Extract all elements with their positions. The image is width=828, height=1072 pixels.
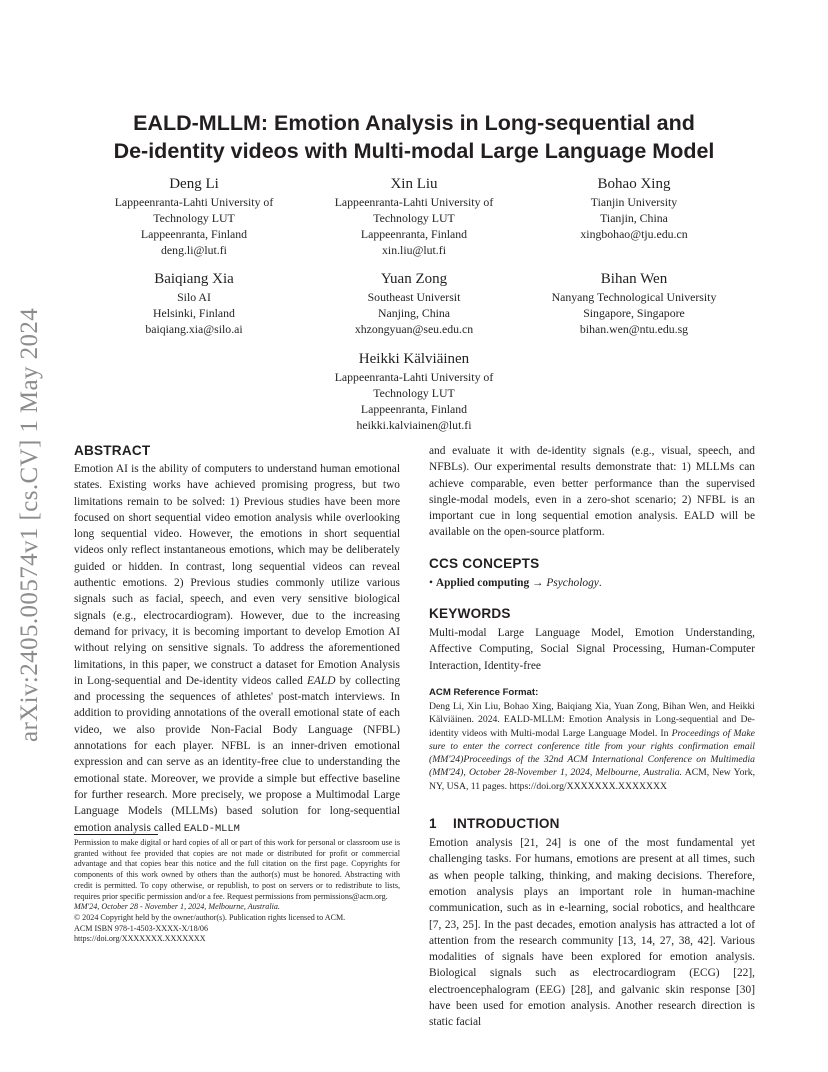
ccs-concepts-text: • Applied computing → Psychology.: [429, 576, 602, 589]
abstract-section: [74, 442, 400, 837]
author-name: Xin Liu: [390, 176, 438, 192]
author-email: xin.liu@lut.fi: [382, 243, 446, 257]
author-email: bihan.wen@ntu.edu.sg: [579, 322, 689, 336]
ccs-psychology: Psychology: [546, 576, 599, 589]
author-affiliation: Tianjin, China: [600, 211, 668, 225]
author-block: [304, 270, 524, 337]
author-email: baiqiang.xia@silo.ai: [145, 322, 243, 336]
ccs-applied-computing: Applied computing: [435, 576, 530, 589]
copyright-line: © 2024 Copyright held by the owner/author(s). Publication rights licensed to ACM.: [74, 912, 346, 922]
author-affiliation: Nanjing, China: [377, 306, 451, 320]
author-affiliation: Technology LUT: [373, 211, 455, 225]
author-affiliation: Lappeenranta, Finland: [360, 402, 468, 416]
introduction-text: Emotion analysis [21, 24] is one of the most fundamental yet challenging tasks. For humans, emotions are present at all times, such as when people talking, thinking, and making decisions. Therefore, emotion analysis plays an important role in human-machine communication, such as in e-learning, social robotics, and healthcare [7, 23, 25]. In the past decades, emotion analysis has attracted a lot of attention from the research community [13, 14, 27, 38, 42]. Various modalities of signals have been explored for emotion analysis. Biological signals such as electrocardiogram (ECG) [22], electroencephalogram (EEG) [28], and galvanic skin response [30] have been used for emotion analysis. Another research direction is static facial: [429, 837, 755, 1029]
permission-footnote: [74, 838, 400, 945]
isbn-line: ACM ISBN 978-1-4503-XXXX-X/18/06: [74, 923, 208, 933]
author-affiliation: Lappeenranta-Lahti University of: [334, 370, 494, 384]
author-affiliation: Singapore, Singapore: [583, 306, 685, 320]
footnote-rule: [74, 834, 158, 835]
author-block: [304, 175, 524, 258]
author-affiliation: Technology LUT: [153, 211, 235, 225]
abstract-text: [74, 461, 400, 837]
dataset-name: EALD: [306, 674, 336, 687]
conference-venue: MM'24, October 28 - November 1, 2024, Melbourne, Australia.: [74, 902, 280, 912]
arxiv-identifier: arXiv:2405.00574v1 [cs.CV] 1 May 2024: [16, 307, 43, 742]
author-affiliation: Nanyang Technological University: [551, 290, 717, 304]
author-block: [524, 270, 744, 337]
abstract-heading: ABSTRACT: [74, 443, 151, 458]
permission-text: Permission to make digital or hard copies of all or part of this work for personal or classroom use is granted without fee provided that copies are not made or distributed for profit or commercial advantage and that copies bear this notice and the full citation on the first page. Copyrights for components of this work owned by others than the author(s) must be honored. Abstracting with credit is permitted. To copy otherwise, or republish, to post on servers or to redistribute to lists, requires prior specific permission and/or a fee. Request permissions from permissions@acm.org.: [74, 838, 400, 901]
author-affiliation: Lappeenranta-Lahti University of: [114, 195, 274, 209]
author-name: Deng Li: [169, 176, 219, 192]
author-affiliation: Lappeenranta, Finland: [360, 227, 468, 241]
abstract-continuation: and evaluate it with de-identity signals (e.g., visual, speech, and NFBLs). Our experimental results demonstrate that: 1) MLLMs can achieve comparable, even better performance than the supervised single-modal models, even in a zero-shot scenario; 2) NFBL is an important cue in long sequential emotion analysis. EALD will be available on the open-source platform.: [429, 445, 755, 539]
abstract-text-part2: by collecting and processing the sequences of athletes' post-match interviews. In addition to providing annotations of the overall emotional state of each video, we also provide Non-Facial Body Language (NFBL) annotations for each player. NFBL is an inner-driven emotional expression and can serve as an identity-free clue to understanding the emotional state. Moreover, we provide a simple but effective baseline for further research. More precisely, we propose a Multimodal Large Language Models (MLLMs) based solution for long-sequential emotion analysis called: [74, 674, 401, 834]
ccs-concepts-heading: CCS CONCEPTS: [429, 555, 540, 571]
author-email: xingbohao@tju.edu.cn: [580, 227, 688, 241]
author-block: [84, 270, 304, 337]
keywords-text: Multi-modal Large Language Model, Emotion Understanding, Affective Computing, Social Signal Processing, Human-Computer Interaction, Identity-free: [429, 627, 755, 672]
introduction-heading: [429, 815, 755, 832]
author-name: Heikki Kälviäinen: [358, 351, 470, 367]
author-name: Baiqiang Xia: [154, 271, 234, 287]
author-affiliation: Tianjin University: [590, 195, 678, 209]
author-affiliation: Helsinki, Finland: [153, 306, 235, 320]
paper-title: [74, 109, 754, 165]
author-block: [304, 350, 524, 433]
author-affiliation: Technology LUT: [373, 386, 455, 400]
section-title: INTRODUCTION: [453, 816, 560, 832]
author-name: Bohao Xing: [597, 176, 671, 192]
author-name: Yuan Zong: [380, 271, 448, 287]
author-email: heikki.kalviainen@lut.fi: [356, 418, 472, 432]
author-email: xhzongyuan@seu.edu.cn: [354, 322, 474, 336]
title-line-2: De-identity videos with Multi-modal Large Language Model: [113, 139, 715, 163]
right-column: [429, 443, 755, 1031]
author-block: [84, 175, 304, 258]
author-block: [524, 175, 744, 242]
author-email: deng.li@lut.fi: [161, 243, 227, 257]
doi-link[interactable]: https://doi.org/XXXXXXX.XXXXXXX: [74, 934, 206, 944]
acm-reference-text: Deng Li, Xin Liu, Bohao Xing, Baiqiang Xia, Yuan Zong, Bihan Wen, and Heikki Kälviäinen. 2024. EALD-MLLM: Emotion Analysis in Long-sequential and De-identity videos with Multi-modal Large Language Model. In Proceedings of Make sure to enter the correct conference title from your rights confirmation email (MM'24)Proceedings of the 32nd ACM International Conference on Multimedia (MM'24), October 28-November 1, 2024, Melbourne, Australia. ACM, New York, NY, USA, 11 pages. https://doi.org/XXXXXXX.XXXXXXX: [429, 700, 755, 792]
abstract-text-part1: Emotion AI is the ability of computers to understand human emotional states. Existing works have achieved promising progress, but two limitations remain to be solved: 1) Previous studies have been more focused on short sequential video emotion analysis while overlooking long sequential video. However, the emotions in short sequential videos only reflect instantaneous emotions, which may be deliberately guided or hidden. In contrast, long sequential videos can reveal authentic emotions. 2) Previous studies commonly utilize various signals such as facial, speech, and even very sensitive biological signals (e.g., electrocardiogram). However, due to the increasing demand for privacy, it is becoming important to develop Emotion AI without relying on sensitive signals. To address the aforementioned limitations, in this paper, we construct a dataset for Emotion Analysis in Long-sequential and De-identity videos called: [74, 463, 400, 687]
author-affiliation: Lappeenranta-Lahti University of: [334, 195, 494, 209]
title-line-1: EALD-MLLM: Emotion Analysis in Long-sequential and: [133, 111, 695, 135]
author-affiliation: Silo AI: [177, 290, 211, 304]
author-affiliation: Southeast Universit: [367, 290, 461, 304]
section-number: 1: [429, 816, 437, 832]
author-name: Bihan Wen: [600, 271, 668, 287]
model-name: EALD-MLLM: [183, 822, 240, 835]
author-affiliation: Lappeenranta, Finland: [140, 227, 248, 241]
acm-reference-heading: ACM Reference Format:: [429, 686, 539, 698]
keywords-heading: KEYWORDS: [429, 606, 511, 622]
